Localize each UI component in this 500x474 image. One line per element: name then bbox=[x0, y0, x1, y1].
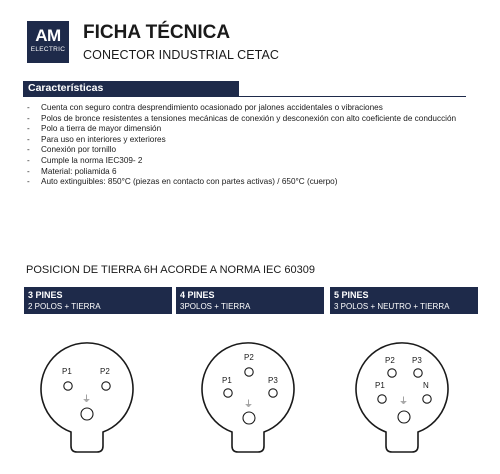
feature-item: - Polos de bronce resistentes a tensiones mecánicas de conexión y desconexión con alto coeficiente de conducción bbox=[27, 113, 457, 123]
page-subtitle: CONECTOR INDUSTRIAL CETAC bbox=[83, 48, 280, 62]
section-divider bbox=[23, 96, 466, 97]
pins-title: 5 PINES bbox=[334, 290, 369, 300]
pin-label-p2: P2 bbox=[100, 367, 110, 376]
features-heading: Características bbox=[23, 81, 239, 96]
pin-label-p3: P3 bbox=[412, 356, 422, 365]
pin-p2 bbox=[388, 369, 396, 377]
connector-4-pins-header bbox=[176, 287, 324, 314]
pin-p3 bbox=[414, 369, 422, 377]
connector-4-pins-diagram bbox=[198, 342, 298, 462]
bullet-dash: - bbox=[27, 145, 30, 155]
pin-p1 bbox=[64, 382, 72, 390]
poles-description: 3 POLOS + NEUTRO + TIERRA bbox=[334, 302, 450, 311]
pin-p1 bbox=[224, 389, 232, 397]
poles-description: 2 POLOS + TIERRA bbox=[28, 302, 101, 311]
pin-ground bbox=[81, 408, 93, 420]
pin-ground bbox=[398, 411, 410, 423]
bullet-dash: - bbox=[27, 124, 30, 134]
ground-position-title: POSICION DE TIERRA 6H ACORDE A NORMA IEC 60309 bbox=[26, 264, 315, 276]
pin-ground bbox=[243, 412, 255, 424]
feature-item: - Material: poliamida 6 bbox=[27, 166, 117, 176]
pin-p2 bbox=[102, 382, 110, 390]
pin-n bbox=[423, 395, 431, 403]
ground-symbol-icon: ⏚ bbox=[399, 396, 409, 406]
pin-p3 bbox=[269, 389, 277, 397]
connector-5-pins-diagram bbox=[352, 342, 452, 462]
pin-label-p2: P2 bbox=[244, 353, 254, 362]
am-electric-logo bbox=[27, 21, 69, 63]
bullet-dash: - bbox=[27, 177, 30, 187]
pin-label-p2: P2 bbox=[385, 356, 395, 365]
pins-title: 4 PINES bbox=[180, 290, 215, 300]
features-list bbox=[27, 103, 474, 188]
pin-label-p1: P1 bbox=[62, 367, 72, 376]
feature-item: - Cuenta con seguro contra desprendimiento ocasionado por jalones accidentales o vibraciones bbox=[27, 103, 383, 112]
feature-item: - Conexión por tornillo bbox=[27, 145, 117, 155]
logo-sub-text: ELECTRIC bbox=[30, 46, 66, 53]
page-title: FICHA TÉCNICA bbox=[83, 22, 231, 43]
ground-symbol-icon: ⏚ bbox=[82, 394, 92, 404]
bullet-dash: - bbox=[27, 155, 30, 165]
pin-p1 bbox=[378, 395, 386, 403]
pin-label-n: N bbox=[423, 381, 429, 390]
poles-description: 3POLOS + TIERRA bbox=[180, 302, 251, 311]
pin-label-p1: P1 bbox=[222, 376, 232, 385]
feature-item: - Polo a tierra de mayor dimensión bbox=[27, 124, 162, 134]
connector-3-pins-header bbox=[24, 287, 172, 314]
bullet-dash: - bbox=[27, 103, 30, 112]
logo-main-text: AM bbox=[35, 26, 61, 45]
bullet-dash: - bbox=[27, 166, 30, 176]
pins-title: 3 PINES bbox=[28, 290, 63, 300]
pin-label-p3: P3 bbox=[268, 376, 278, 385]
connector-3-pins-diagram bbox=[37, 342, 137, 462]
bullet-dash: - bbox=[27, 134, 30, 144]
pin-label-p1: P1 bbox=[375, 381, 385, 390]
feature-item: - Para uso en interiores y exteriores bbox=[27, 134, 166, 144]
connector-5-pins-header bbox=[330, 287, 478, 314]
feature-item: - Cumple la norma IEC309- 2 bbox=[27, 155, 143, 165]
bullet-dash: - bbox=[27, 113, 30, 123]
pin-p2 bbox=[245, 368, 253, 376]
ground-symbol-icon: ⏚ bbox=[244, 399, 254, 409]
feature-item: - Auto extinguibles: 850°C (piezas en contacto con partes activas) / 650°C (cuerpo) bbox=[27, 177, 338, 187]
